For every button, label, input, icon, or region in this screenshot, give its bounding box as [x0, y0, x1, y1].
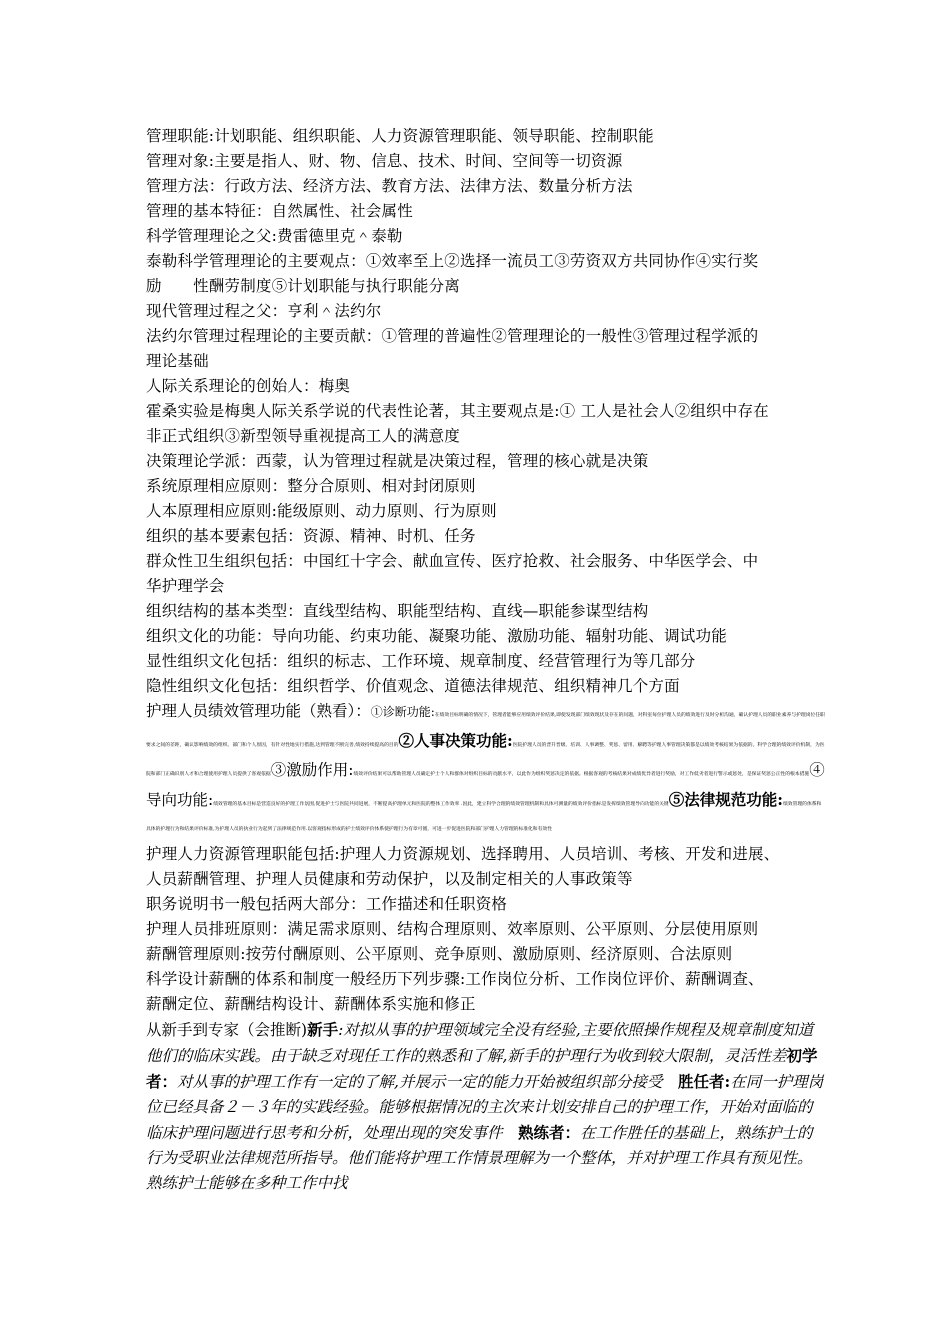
- text-line: 理论基础: [146, 352, 209, 370]
- stage-heading: 初学者：: [146, 1046, 818, 1091]
- document-page: [146, 124, 826, 1196]
- novice-to-expert-paragraph: [146, 1017, 826, 1196]
- stage-text: 对从事的护理工作有一定的了解,并展示一定的能力开始被组织部分接受: [177, 1073, 678, 1091]
- text-line: 决策理论学派：西蒙，认为管理过程就是决策过程，管理的核心就是决策: [146, 452, 649, 470]
- text-line: 系统原理相应原则：整分合原则、相对封闭原则: [146, 477, 476, 495]
- function-heading: ②人事决策功能:: [398, 731, 513, 750]
- function-heading: ①诊断功能:: [370, 705, 435, 719]
- text-line: 群众性卫生组织包括：中国红十字会、献血宣传、医疗抢救、社会服务、中华医学会、中: [146, 552, 759, 570]
- text-line: 管理方法：行政方法、经济方法、教育方法、法律方法、数量分析方法: [146, 177, 633, 195]
- text-line: 护理人员排班原则：满足需求原则、结构合理原则、效率原则、公平原则、分层使用原则: [146, 920, 759, 938]
- text-line: 管理职能:计划职能、组织职能、人力资源管理职能、领导职能、控制职能: [146, 127, 654, 145]
- text-line: 隐性组织文化包括：组织哲学、价值观念、道德法律规范、组织精神几个方面: [146, 677, 680, 695]
- notes-top: [146, 124, 826, 699]
- function-heading: ⑤法律规范功能:: [668, 790, 783, 809]
- text-line: 励 性酬劳制度⑤计划职能与执行职能分离: [146, 277, 461, 295]
- text-line: 霍桑实验是梅奥人际关系学说的代表性论著，其主要观点是:① 工人是社会人②组织中存在: [146, 402, 769, 420]
- function-heading: ③激励作用:: [270, 761, 354, 779]
- text-line: 华护理学会: [146, 577, 225, 595]
- text-line: 组织文化的功能：导向功能、约束功能、凝聚功能、激励功能、辐射功能、调试功能: [146, 627, 727, 645]
- text-line: 组织的基本要素包括：资源、精神、时机、任务: [146, 527, 476, 545]
- text-line: 薪酬定位、薪酬结构设计、薪酬体系实施和修正: [146, 995, 476, 1013]
- stage-text: 在工作胜任的基础上，熟练护士的行为受职业法律规范所指导。他们能将护理工作情景理解为一个整体，并对护理工作具有预见性。熟练护士能够在多种工作中找: [146, 1124, 813, 1192]
- text-line: 现代管理过程之父：亨利＾法约尔: [146, 302, 382, 320]
- notes-mid: [146, 842, 826, 1017]
- text-line: 科学管理理论之父:费雷德里克＾泰勒: [146, 227, 403, 245]
- text-line: 组织结构的基本类型：直线型结构、职能型结构、直线—职能参谋型结构: [146, 602, 649, 620]
- text-line: 显性组织文化包括：组织的标志、工作环境、规章制度、经营管理行为等几部分: [146, 652, 696, 670]
- text-line: 非正式组织③新型领导重视提高工人的满意度: [146, 427, 461, 445]
- text-line: 人际关系理论的创始人：梅奥: [146, 377, 351, 395]
- text-line: 职务说明书一般包括两大部分：工作描述和任职资格: [146, 895, 508, 913]
- text-line: 管理对象:主要是指人、财、物、信息、技术、时间、空间等一切资源: [146, 152, 623, 170]
- function-text: 绩效管理的基本目标是营造良好的护理工作氛围,促进护士与医院共同进展，不断提高护理单元和医院的整体工作效率 .因此，建立科学合理的绩效管理机制和具体可测量的绩效评价指标是发挥绩效管理导向功能的关键: [213, 802, 669, 807]
- stage-text: :对拟从事的护理领域完全没有经验,主要依照操作规程及规章制度知道他们的临床实践。由于缺乏对现任工作的熟悉和了解,新手的护理行为收到较大限制，灵活性差: [146, 1021, 814, 1065]
- stage-heading: 熟练者：: [518, 1123, 581, 1142]
- stage-text: 在同一护理岗位已经具备２－３年的实践经验。能够根据情况的主次来计划安排自己的护理工作，开始对面临的临床护理问题进行思考和分析，处理出现的突发事件: [146, 1073, 824, 1142]
- text-line: 护理人力资源管理职能包括:护理人力资源规划、选择聘用、人员培训、考核、开发和进展、: [146, 845, 780, 863]
- text-line: 泰勒科学管理理论的主要观点：①效率至上②选择一流员工③劳资双方共同协作④实行奖: [146, 252, 759, 270]
- function-text: 绩效管理的体系和具体的护理行为和结果评价标准,为护理人员的执业行为起到了法律规范作用.以客观指标形成的护士绩效评价体系使护理行为有章可循，可进一步促进医院和部门护理人力管理的标准化和有效性: [146, 802, 822, 832]
- function-heading: ④导向功能:: [146, 761, 825, 809]
- stages-intro: 从新手到专家（会推断): [146, 1021, 308, 1039]
- text-line: 人本原理相应原则:能级原则、动力原则、行为原则: [146, 502, 497, 520]
- function-text: 医院护理人员的晋升晋级、培训、人事调整、奖惩、留用、解聘等护理人事管理决策都是以绩效考核结果为依据的。科学合理的绩效评价机制，为医院和部门正确识别人才和合理使用护理人员提供了客观依据: [146, 743, 825, 777]
- text-line: 薪酬管理原则:按劳付酬原则、公平原则、竞争原则、激励原则、经济原则、合法原则: [146, 945, 733, 963]
- function-text: 在绩效目标明确的情况下，管理者能够应用绩效评价结果,即使发现部门绩效现状及存在的问题，对科室每位护理人员的绩效进行及时分析沟通，确认护理人员的职业素养与护理岗位任职要求之间的差距，确认影响绩效的组织、部门和个人原因，有针对性地实行措施,达到管理不断完善,绩效持续提高的目的: [146, 713, 825, 748]
- performance-intro: 护理人员绩效管理功能（熟看）：: [146, 702, 371, 720]
- text-line: 管理的基本特征：自然属性、社会属性: [146, 202, 413, 220]
- text-line: 法约尔管理过程理论的主要贡献：①管理的普遍性②管理理论的一般性③管理过程学派的: [146, 327, 759, 345]
- text-line: 科学设计薪酬的体系和制度一般经历下列步骤:工作岗位分析、工作岗位评价、薪酬调查、: [146, 970, 764, 988]
- stage-heading: 新手: [307, 1020, 339, 1039]
- performance-functions-paragraph: [146, 699, 826, 842]
- function-text: 绩效评价结果可以帮助管理人员确定护士个人和群体对组织目标的贡献水平，以此作为组织奖惩决定的依据。根据客观的考核结果对成绩优异者进行奖励，对工作低劣者进行警示或惩处，是保证奖惩公正性的根本措施: [353, 772, 810, 777]
- stage-heading: 胜任者:: [677, 1072, 731, 1091]
- text-line: 人员薪酬管理、护理人员健康和劳动保护，以及制定相关的人事政策等: [146, 870, 633, 888]
